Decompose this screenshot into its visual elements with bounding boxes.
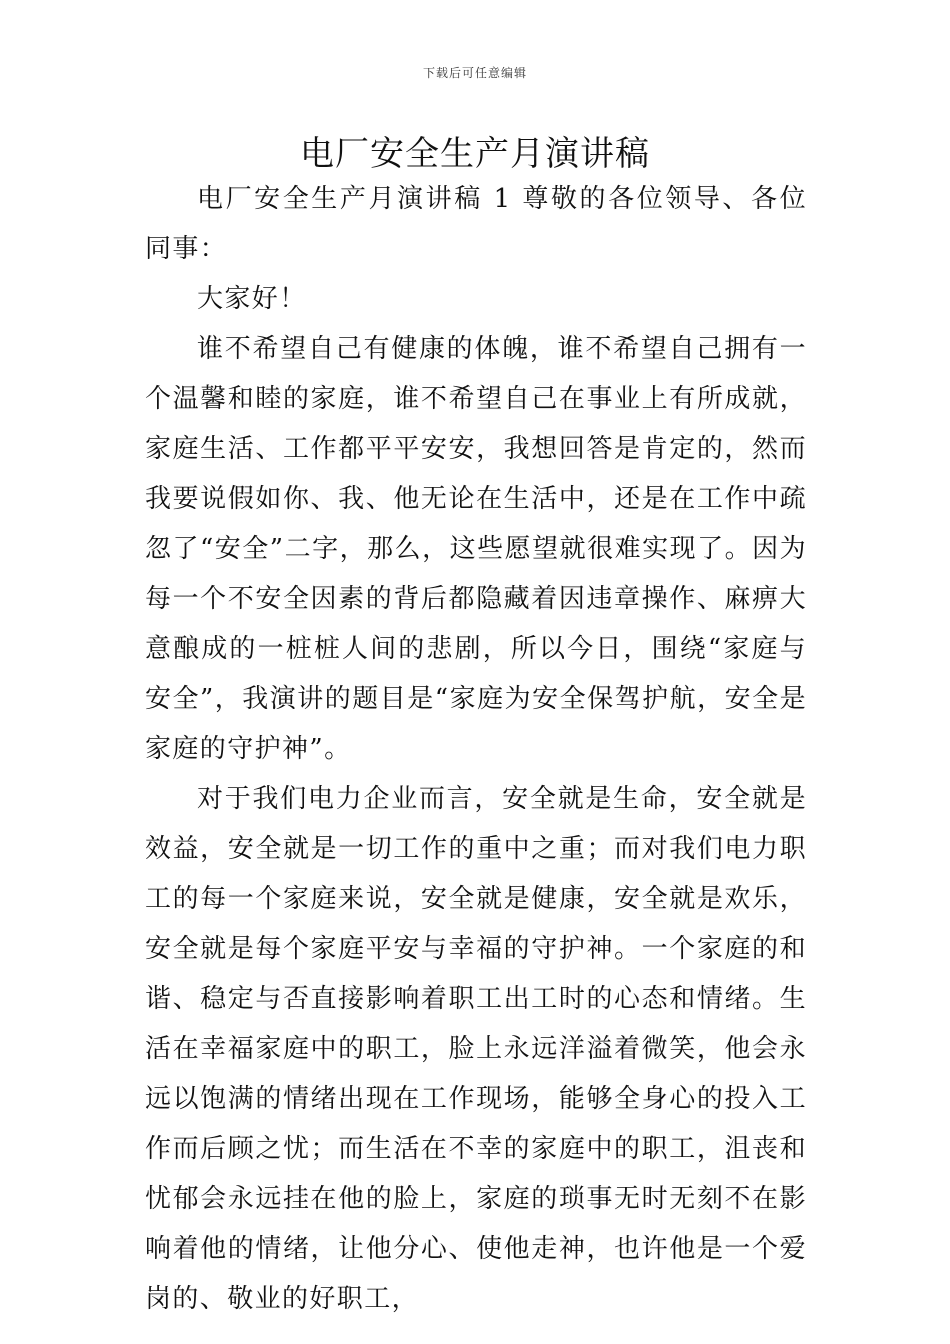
paragraph-salutation: 大家好！ (197, 284, 307, 314)
header-note: 下载后可任意编辑 (422, 66, 527, 80)
paragraph-greeting-line: 电厂安全生产月演讲稿 1 尊敬的各位领导、各位同事： (145, 184, 807, 264)
document-body (145, 174, 807, 1324)
paragraph-intro: 谁不希望自己有健康的体魄，谁不希望自己拥有一个温馨和睦的家庭，谁不希望自己在事业上有所成就，家庭生活、工作都平平安安，我想回答是肯定的，然而我要说假如你、我、他无论在生活中，还是在工作中疏忽了“安全”二字，那么，这些愿望就很难实现了。因为每一个不安全因素的背后都隐藏着因违章操作、麻痹大意酿成的一桩桩人间的悲剧，所以今日，围绕“家庭与安全”，我演讲的题目是“家庭为安全保驾护航，安全是家庭的守护神”。 (145, 334, 807, 764)
document-title: 电厂安全生产月演讲稿 (300, 134, 650, 174)
paragraph-body: 对于我们电力企业而言，安全就是生命，安全就是效益，安全就是一切工作的重中之重；而对我们电力职工的每一个家庭来说，安全就是健康，安全就是欢乐，安全就是每个家庭平安与幸福的守护神。一个家庭的和谐、稳定与否直接影响着职工出工时的心态和情绪。生活在幸福家庭中的职工，脸上永远洋溢着微笑，他会永远以饱满的情绪出现在工作现场，能够全身心的投入工作而后顾之忧；而生活在不幸的家庭中的职工，沮丧和忧郁会永远挂在他的脸上，家庭的琐事无时无刻不在影响着他的情绪，让他分心、使他走神，也许他是一个爱岗的、敬业的好职工， (145, 784, 807, 1314)
